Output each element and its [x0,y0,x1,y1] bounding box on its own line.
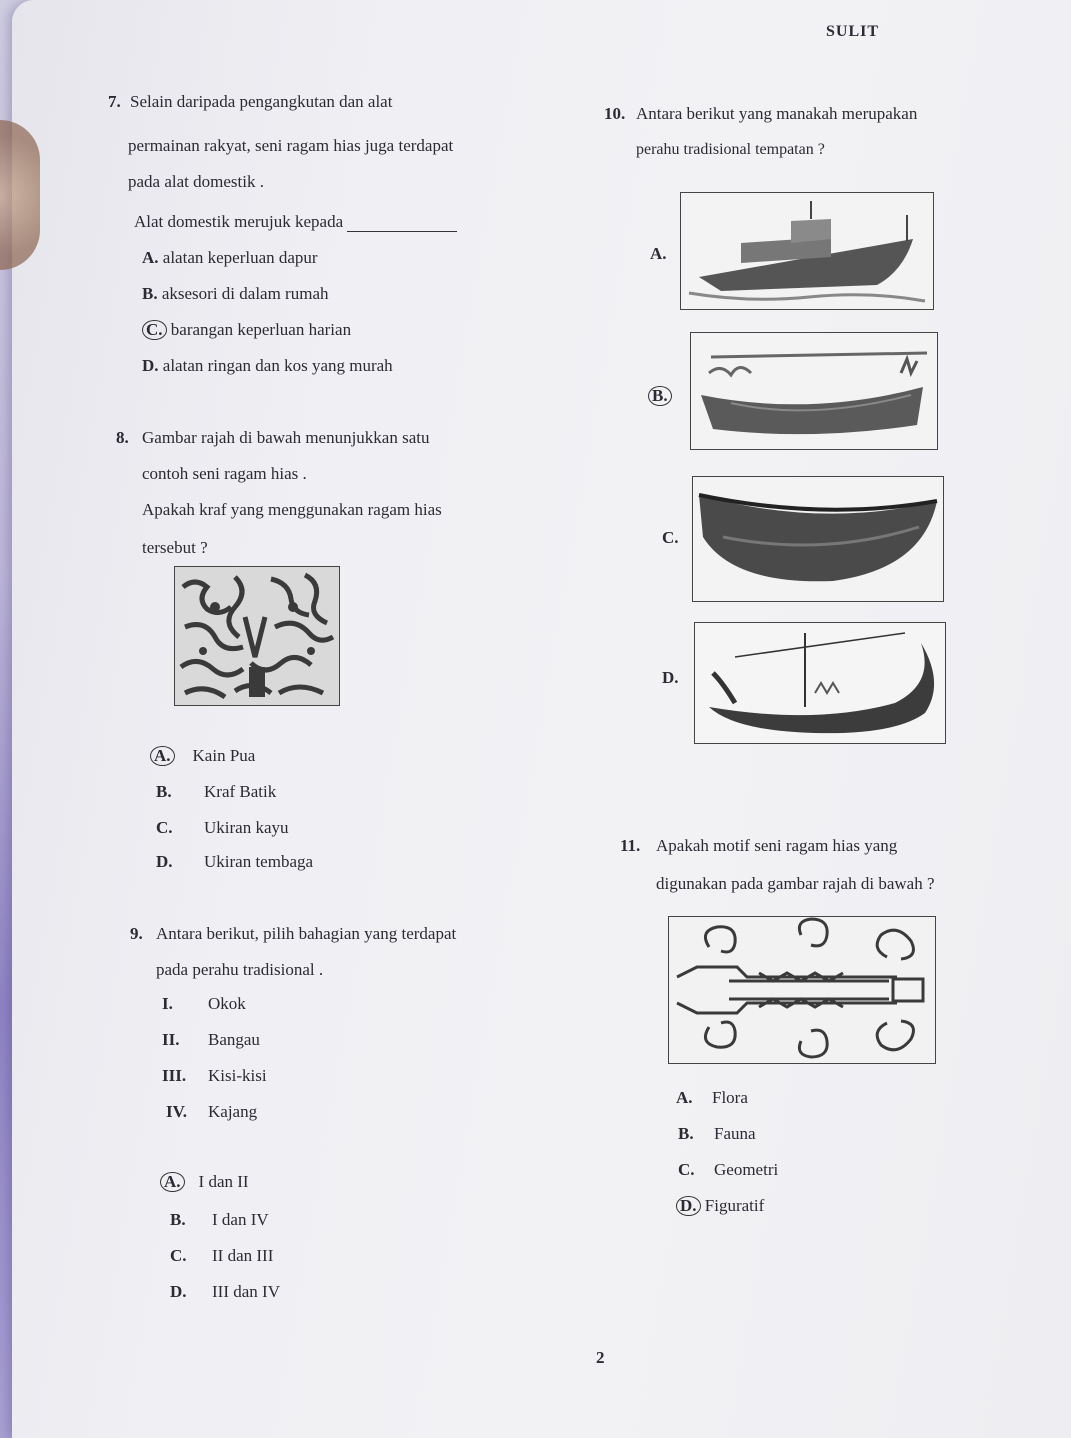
q9-option-d[interactable] [170,1282,280,1302]
option-letter: B. [170,1210,186,1229]
option-text: barangan keperluan harian [170,320,352,339]
option-text: Figuratif [704,1196,765,1215]
option-text: I dan IV [212,1210,269,1229]
option-letter-circled: C. [142,320,167,340]
q8-number: 8. [116,428,129,447]
q7-stem [134,212,457,232]
option-letter: A. [676,1088,693,1107]
item-number: I. [162,994,173,1013]
q8-option-a[interactable] [150,746,255,766]
option-text: aksesori di dalam rumah [161,284,329,303]
q8-line: Apakah kraf yang menggunakan ragam hias [142,500,442,519]
item-number: IV. [166,1102,187,1121]
canoe-icon [693,477,943,601]
q10-option-c-image[interactable] [692,476,944,602]
q10-option-d-image[interactable] [694,622,946,744]
q7-option-d[interactable] [142,356,393,376]
q10-number: 10. [604,104,626,123]
curved-bow-boat-icon [695,623,945,743]
q7-option-b[interactable] [142,284,329,304]
q10-option-c-letter[interactable]: C. [662,528,679,547]
q10-line: perahu tradisional tempatan ? [636,141,825,158]
q10-line: Antara berikut yang manakah merupakan [636,104,918,123]
q9-line: Antara berikut, pilih bahagian yang terdapat [156,924,457,943]
q11-number: 11. [620,836,641,855]
item-text: Kajang [208,1102,258,1121]
q7-line: permainan rakyat, seni ragam hias juga terdapat [128,136,454,155]
option-text: Ukiran kayu [204,818,289,837]
q9-option-a[interactable] [160,1172,249,1192]
option-text: Kraf Batik [204,782,277,801]
option-letter: D. [156,852,173,871]
q10-option-b-image[interactable] [690,332,938,450]
q11-option-c[interactable] [678,1160,778,1180]
option-letter: B. [142,284,158,303]
q9-option-b[interactable] [170,1210,269,1230]
option-text: Flora [712,1088,748,1107]
option-text: Geometri [714,1160,779,1179]
q9-item [162,994,246,1014]
q8-line: contoh seni ragam hias . [142,464,307,483]
option-letter-circled: D. [676,1196,701,1216]
option-text: Fauna [714,1124,756,1143]
traditional-perahu-icon [691,333,937,449]
q11-option-b[interactable] [678,1124,756,1144]
q10-option-a-letter[interactable]: A. [650,244,667,263]
option-letter: B. [156,782,172,801]
q8-line: Gambar rajah di bawah menunjukkan satu [142,428,430,447]
q8-option-b[interactable] [156,782,276,802]
q8-line: tersebut ? [142,538,208,557]
q8-option-d[interactable] [156,852,313,872]
q9-number: 9. [130,924,143,943]
option-letter-circled: A. [150,746,175,766]
finger [0,120,40,270]
q11-line: Apakah motif seni ragam hias yang [656,836,898,855]
q7-option-a[interactable] [142,248,318,268]
option-text: III dan IV [212,1282,280,1301]
header-label: SULIT [826,23,880,40]
q7-line: Selain daripada pengangkutan dan alat [130,92,393,111]
option-text: Kain Pua [192,746,256,765]
q11-line: digunakan pada gambar rajah di bawah ? [656,874,935,893]
option-letter: A. [142,248,159,267]
q9-item [162,1030,260,1050]
option-letter: D. [170,1282,187,1301]
motif-image [668,916,936,1064]
q11-option-d[interactable] [676,1196,764,1216]
option-letter: C. [156,818,173,837]
ornament-pattern-icon [175,567,339,705]
q7-stem-text: Alat domestik merujuk kepada [134,212,344,231]
item-text: Kisi-kisi [208,1066,267,1085]
q8-option-c[interactable] [156,818,289,838]
page-number: 2 [596,1348,605,1367]
option-letter: B. [678,1124,694,1143]
item-number: II. [162,1030,180,1049]
option-letter-circled: B. [648,386,672,406]
option-letter: C. [678,1160,695,1179]
q10-option-a-image[interactable] [680,192,934,310]
q7-number: 7. [108,92,121,111]
q9-item [162,1066,267,1086]
fishing-boat-icon [681,193,933,309]
q9-item [166,1102,257,1122]
option-text: alatan ringan dan kos yang murah [162,356,393,375]
option-text: Ukiran tembaga [204,852,314,871]
option-letter: D. [142,356,159,375]
item-text: Okok [208,994,246,1013]
spiral-motif-icon [669,917,935,1063]
q7-line: pada alat domestik . [128,172,264,191]
q10-option-d-letter[interactable]: D. [662,668,679,687]
q7-option-c[interactable] [142,320,351,340]
item-text: Bangau [208,1030,260,1049]
item-number: III. [162,1066,187,1085]
q9-line: pada perahu tradisional . [156,960,324,979]
option-letter-circled: A. [160,1172,185,1192]
q9-option-c[interactable] [170,1246,273,1266]
ornament-pattern-image [174,566,340,706]
option-text: II dan III [212,1246,274,1265]
option-letter: C. [170,1246,187,1265]
answer-blank [347,217,457,232]
option-text: I dan II [198,1172,249,1191]
q11-option-a[interactable] [676,1088,748,1108]
option-text: alatan keperluan dapur [162,248,318,267]
q10-option-b-letter[interactable] [648,386,672,406]
